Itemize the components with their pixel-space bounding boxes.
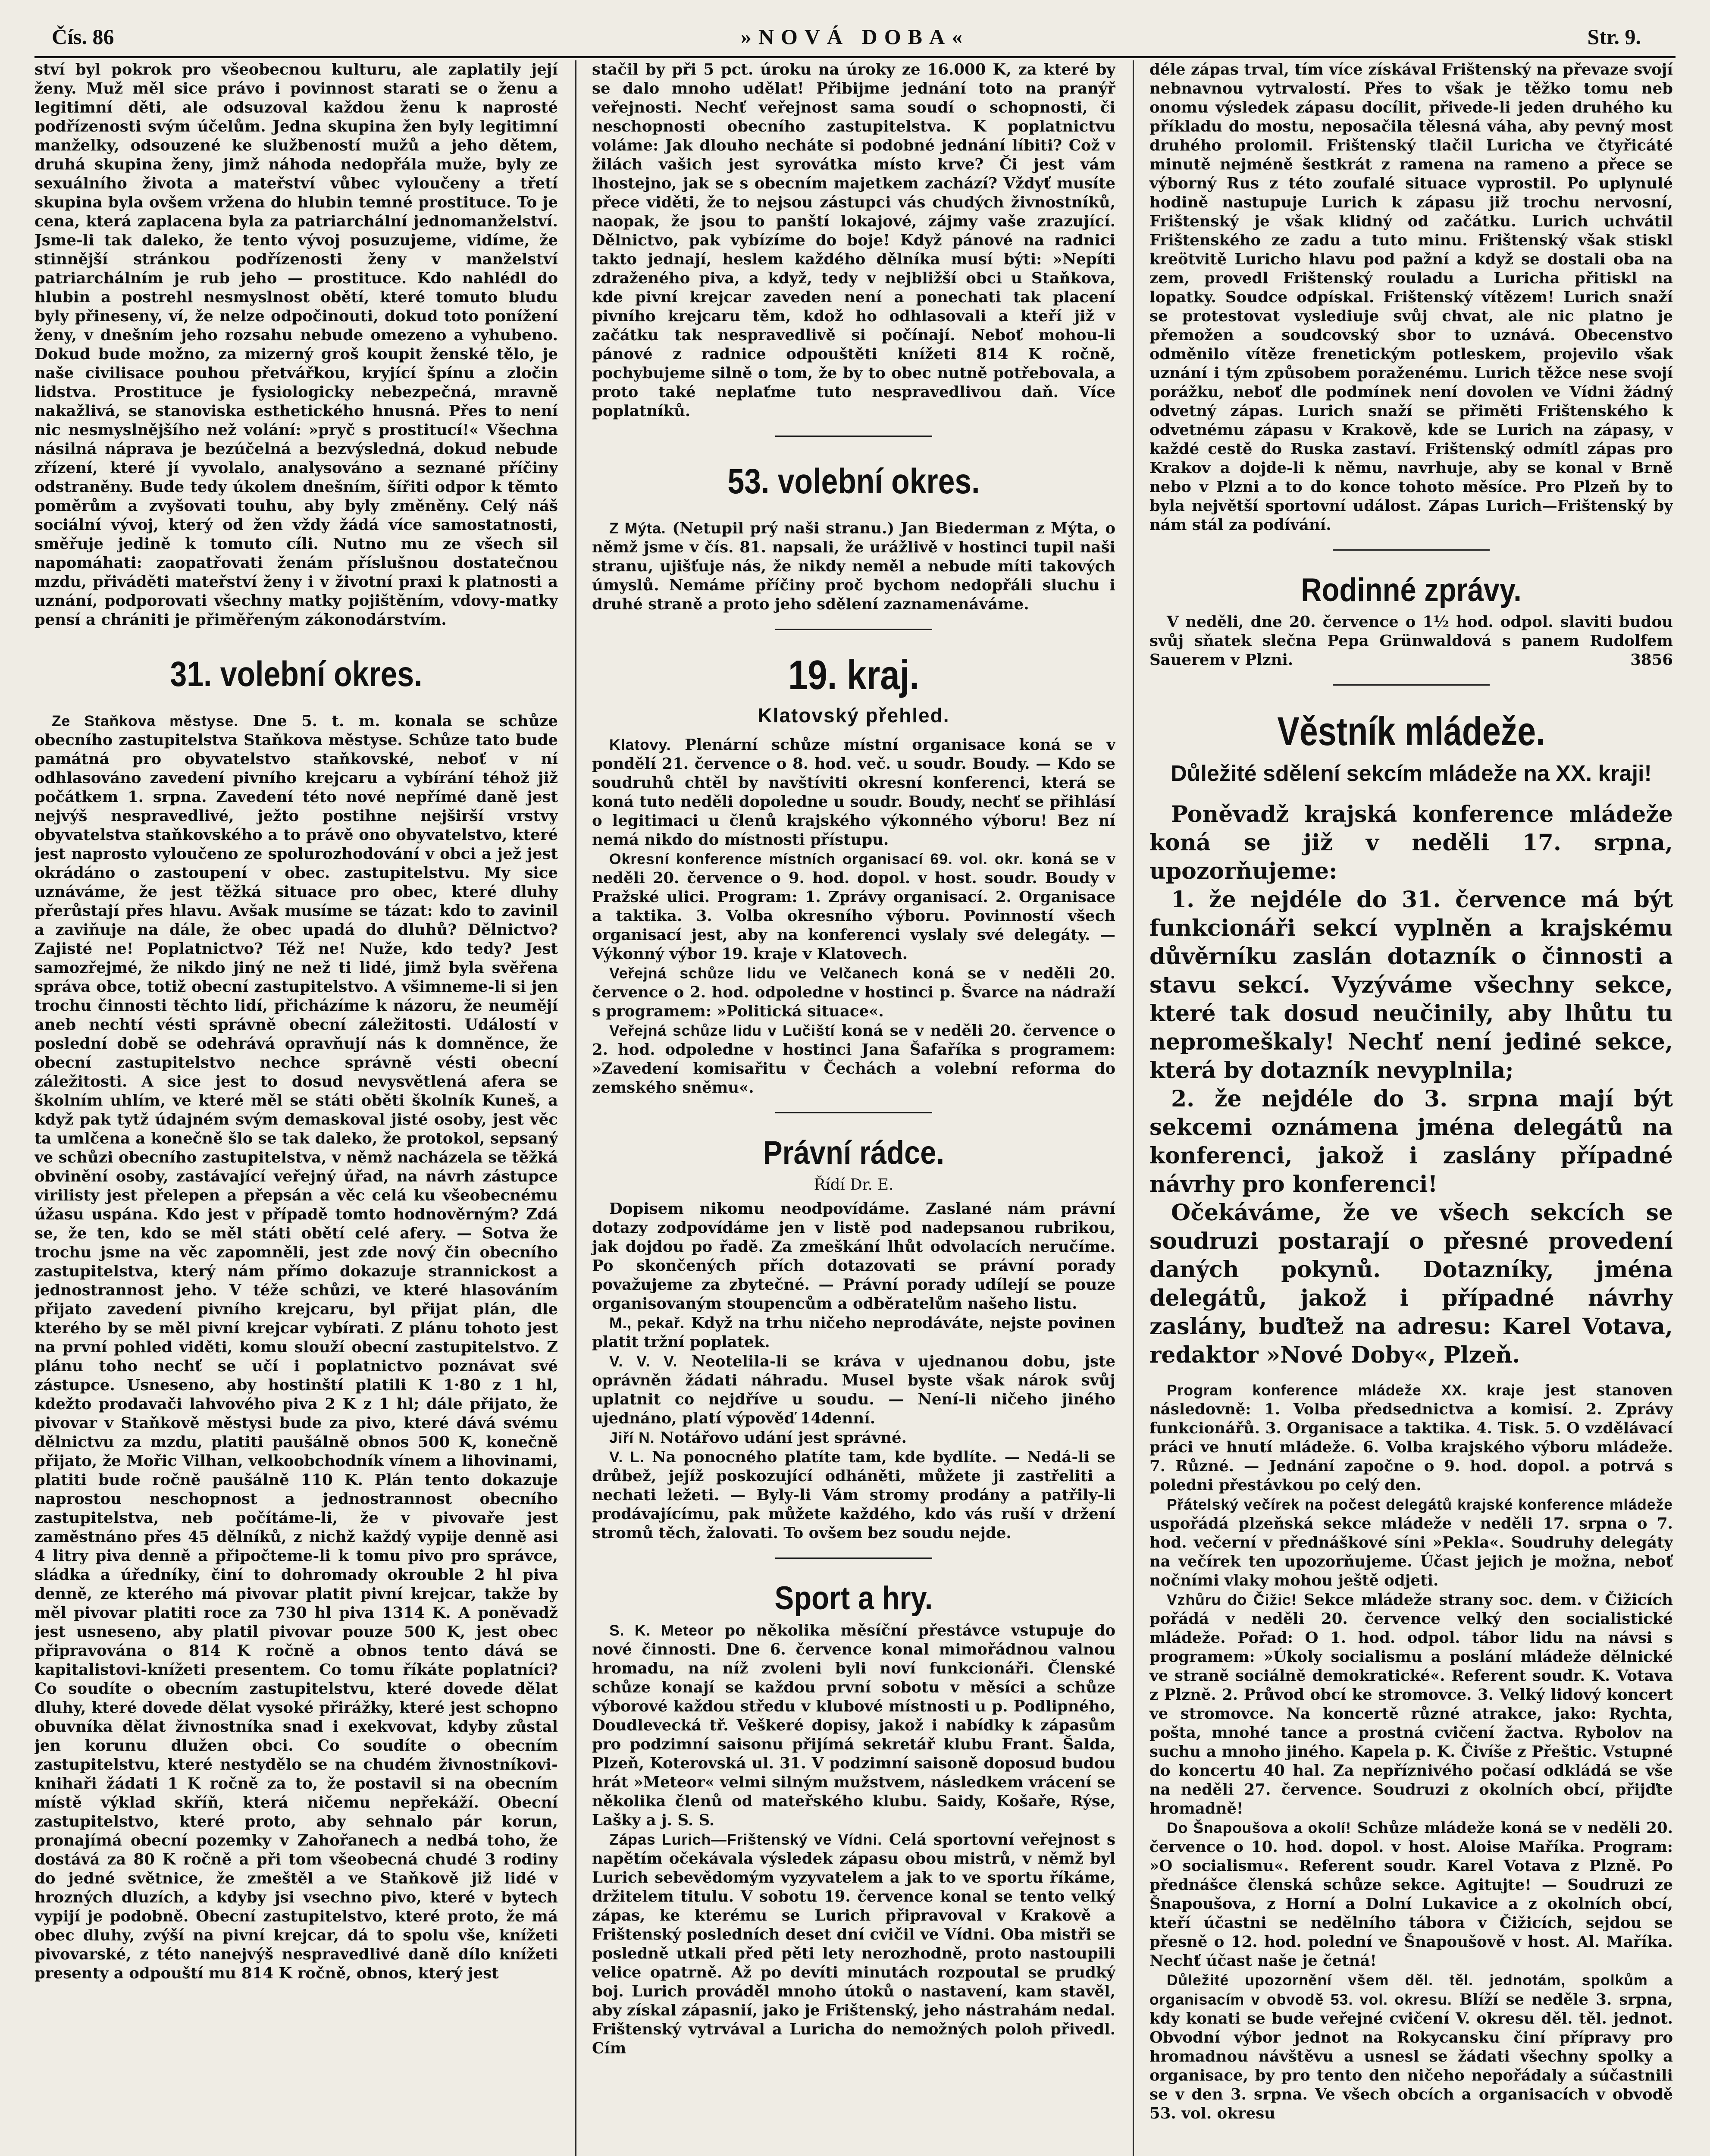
- article-lead: Z Mýta.: [609, 520, 666, 537]
- item-text: Neotelila-li se kráva v ujednanou dobu, jste oprávněn žádati náhradu. Musel byste však nárok svůj uplatnit co nejdříve u soudu. — Není-li ničeho jiného ujednáno, platí výpověď 14denní.: [592, 1353, 1115, 1427]
- sport-item: [592, 1830, 1115, 2058]
- item-text: uspořádá plzeňská sekce mládeže v neděli 17. srpna o 7. hod. večerní v přednáškové síni »Peklа«. Soudruhy delegáty na večírek ten upozorňujeme. Účast jejich je možna, neboť nočními vlaky mohou ještě odjeti.: [1149, 1515, 1673, 1589]
- item-text: Na ponocného platíte tam, kde bydlíte. — Nedá-li se drůbež, jejíž poskozující odháněti, můžete ji zastřeliti a nechati ležeti. — Byly-li Vám stromy prodány a patřily-li prodávajícímu, pak můžete každého, kdo vás ruší v držení stromů těch, žalovati. To ovšem bez soudu nejde.: [592, 1448, 1115, 1542]
- news-item: [592, 964, 1115, 1021]
- column-1: [34, 60, 558, 2156]
- legal-answer: [592, 1428, 1115, 1448]
- item-lead: Veřejná schůze lidu v Lučiští: [609, 1022, 835, 1039]
- youth-item: [1149, 1971, 1673, 2123]
- item-lead: Přátelský večírek na počest delegátů krajské konference mládeže: [1167, 1496, 1673, 1513]
- item-text: Schůze mládeže koná se v neděli 20. července o 10. hod. dopol. v host. Aloise Maříka. Program: »O socialismu«. Referent soudr. Karel Votava z Plzně. Po přednášce členská schůze sekce. Agitujte! — Soudruzi ze Šnapoušova, z Horní a Dolní Lukavice a z okolních obcí, kteří účastni se nedělního tábora v Čižicích, sejdou se přesně o 12. hod. polední ve Šnapoušově v host. Al. Maříka. Nechť účast naše je četná!: [1149, 1819, 1673, 1970]
- column-2: [575, 60, 1115, 2156]
- divider: [775, 1112, 932, 1113]
- item-text: Notářovo udání jest správné.: [660, 1429, 907, 1447]
- article-stankov: [34, 711, 558, 1983]
- youth-paragraph: 2. že nejdéle do 3. srpna mají být sekcemi oznámena jména delegátů na konferenci, jakož i zaslány případné návrhy pro konferenci!: [1149, 1086, 1673, 1197]
- youth-item: [1149, 1381, 1673, 1495]
- issue-number: Čís. 86: [52, 25, 114, 49]
- item-lead: V. V. V.: [609, 1353, 678, 1370]
- item-text: Když na trhu ničeho neprodáváte, nejste povinen platit tržní poplatek.: [592, 1314, 1115, 1351]
- page-header: [34, 22, 1676, 58]
- news-item: [592, 1021, 1115, 1097]
- youth-paragraph: Očekáváme, že ve všech sekcích se soudruzi postarají o přesné provedení daných pokynů. Dotazníky, jména delegátů, jakož i případné návrhy zaslány, buďtež na adresu: Karel Votava, redaktor »Nové Doby«, Plzeň.: [1149, 1200, 1673, 1368]
- item-text: V neděli, dne 20. července o 1½ hod. odpol. slaviti budou svůj sňatek slečna Pepa Grünwaldová s panem Rudolfem Sauerem v Plzni.: [1149, 613, 1673, 669]
- item-lead: Vzhůru do Čižic!: [1167, 1591, 1297, 1608]
- item-text: Sekce mládeže strany soc. dem. v Čižicích pořádá v neděli 20. července velký den socialistické mládeže. Pořad: O 1. hod. odpol. tábor lidu na návsi s programem: »Úkoly socialismu a poslání mládeže dělnické ve straně sociálně demokratické«. Referent soudr. K. Votava z Plzně. 2. Průvod obcí ke stromovce. 3. Velký lidový koncert ve stromovce. Na koncertě různé atrakce, jako: Rychta, pošta, mnohé tance a prostná cvičení žactva. Rybolov na suchu a mnoho jiného. Kapela p. K. Čivíše z Přeštic. Vstupné do koncertu 40 hal. Za nepříznivého počasí odkládá se vše na neděli 27. července. Soudruzi z okolních obcí, přijďte hromadně!: [1149, 1591, 1673, 1818]
- item-lead: Do Šnapoušova a okolí!: [1167, 1819, 1352, 1836]
- item-lead: Důležité upozornění všem děl. těl. jednotám, spolkům a organisacím v obvodě 53. vol. okresu.: [1149, 1971, 1673, 2008]
- item-text: koná se v neděli 20. července o 2. hod. odpoledne v hostinci p. Švarce na nádraží s programem: »Politická situace«.: [592, 965, 1115, 1020]
- article-continuation: déle zápas trval, tím více získával Frištenský na převaze svojí nebnavnou vytrvalostí. Přes to však je těžko tomu neb onomu výsledek zápasu docílit, přivede-li jeden druhého ku příkladu do mostu, neposačila tělesná váha, aby pevný most druhého prolomil. Frištenský tlačil Luricha ve čtyřicáté minutě nejméně šestkrát z ramena na rameno a přece se výborný Rus z této zoufalé situace vyprostil. Po uplynulé hodině nastupuje Lurich k zápasu již trochu nervosní, Frištenský je však klidný od začátku. Lurich uchvátil Frištenského ze zadu a tuto minu. Frištenský však stiskl kreötvitě Luricho hlavu pod pažní a když se dostali oba na zem, provedl Frištenský rouladu a Luricha přitiskl na lopatky. Soudce odpískal. Frištenský vítězem! Lurich snaží se protestovat vyslediuje svůj chvat, ale nic platno je přemožen a soudcovský sbor to uznává. Obecenstvo odměnilo vítěze frenetickým potleskem, projevilo však uznání i tým způsobem poraženému. Lurich těžce nese svojí porážku, neboť dle podmínek není dovolen ve Vídni žádný odvetný zápas. Lurich snaží se přiměti Frištenského k odvetnému zápasu v Krakově, kde se Lurich na zápasy, v každé cestě do Ruska zastaví. Frištenský odmítl zápas pro Krakov a dojde-li k němu, navrhuje, aby se konal v Brně nebo v Plzni a to do konce tohoto měsíce. Pro Plzeň by to byla největší sportovní událost. Zápas Lurich—Frištenský by nám stál za podívání.: [1149, 61, 1673, 534]
- ad-number: 3856: [1630, 651, 1673, 669]
- youth-notice-subtitle: Důležité sdělení sekcím mládeže na XX. kraji!: [1171, 761, 1652, 786]
- column-3: [1133, 60, 1673, 2156]
- item-lead: M., pekař.: [609, 1314, 685, 1332]
- item-lead: V. L.: [609, 1448, 645, 1466]
- item-lead: Klatovy.: [609, 736, 671, 753]
- item-text: po několika měsíční přestávce vstupuje do nové činnosti. Dne 6. července konal mimořádnou valnou hromadu, na níž zvoleni byli noví funkcionáři. Členské schůze konají se každou první sobotu v měsíci a schůze výborové každou středu v klubové místnosti u p. Podlipného, Doudlevecká tř. Veškeré dopisy, jakož i nabídky k zápasům pro podzimní saisonu přijímá sekretář klubu Frant. Šalda, Plzeň, Koterovská ul. 31. V podzimní saisoně doposud budou hrát »Meteor« velmi silným mužstvem, následkem vrácení se několika členů od mateřského klubu. Saidy, Košaře, Rýse, Lašky a j. S. S.: [592, 1622, 1115, 1829]
- divider: [775, 436, 932, 437]
- item-text: jest stanoven následovně: 1. Volba předsednictva a komisí. 2. Zprávy funkcionářů. 3. Organisace a taktika. 4. Tisk. 5. O vzdělávací práci ve hnutí mládeže. 6. Volba krajského výboru mládeže. 7. Různé. — Jednání započne o 9. hod. dopol. a potrvá s poledni přestávkou po celý den.: [1149, 1382, 1673, 1494]
- page-number: Str. 9.: [1587, 25, 1641, 49]
- news-item: [592, 849, 1115, 964]
- section-heading-youth: Věstník mládeže.: [1277, 708, 1545, 754]
- divider: [775, 629, 932, 630]
- section-heading-okres-31: 31. volební okres.: [170, 655, 423, 694]
- section-heading-kraj-19: 19. kraj.: [788, 652, 919, 698]
- item-lead: Okresní konference místních organisací 69. vol. okr.: [609, 850, 1024, 868]
- news-item: [592, 735, 1115, 849]
- newspaper-title: »NOVÁ DOBA«: [740, 25, 970, 49]
- youth-paragraph: 1. že nejdéle do 31. července má být funkcionáři sekcí vyplněn a krajskému důvěrníku zaslán dotazník o činnosti a stavu sekcí. Vyzýváme všechny sekce, které tak dosud neučinily, aby lhůtu tu nepromeškaly! Nechť není jediné sekce, která by dotazník nevyplnila;: [1149, 887, 1673, 1084]
- divider: [775, 1557, 932, 1559]
- article-text: (Netupil prý naši stranu.) Jan Biederman z Mýta, o němž jsme v čís. 81. napsali, že urážlivě v hostinci tupil naši stranu, ujišťuje nás, že nikdy neměl a nebude míti takových úmyslů. Nemáme příčiny proč bychom nedopřáli sluchu i druhé straně a proto jeho sdělení zaznamenáváme.: [592, 520, 1115, 613]
- article-continuation: ství byl pokrok pro všeobecnou kulturu, ale zaplatily její ženy. Muž měl sice právo i povinnost starati se o ženu a legitimní děti, ale odsuzoval každou ženu k naprosté podřízenosti svým účelům. Jedna skupina žen byly legitimní manželky, odsouzené ke službeností mužů a jeho dětem, druhá skupina ženy, jimž náhoda nedopřála muže, byly ze sexuálního života a mateřství vůbec vyloučeny a třetí skupina byla ovšem vržena do hlubin temné prostituce. To je cena, která zaplacena byla za patriarchální jednomanželství. Jsme-li tak daleko, že tento vývoj posuzujeme, vidíme, že stinnější stránkou podřízenosti ženy v manželství patriarchálním je rub jeho — prostituce. Kdo nahlédl do hlubin a postrehl nesmyslnost obětí, které tomuto bludu byly přineseny, ví, že nelze odpočinouti, dokud toto ponížení ženy, v dnešním jeho rozsahu nebude omezeno a vyhubeno. Dokud bude možno, za mizerný groš koupit ženské tělo, je naše civilisace pouhou přetvářkou, kryjící špínu a zločin lidstva. Prostituce je fysiologicky nebezpečná, mravně nakažlivá, se stanoviska esthetického hnusná. Přes to není nic nesmyslnějšího než volání: »pryč s prostitucí!« Všechna násilná náprava je bezúčelná a bezvýsledná, dokud nebude zřízení, které jí vyvolalo, analysováno a seznané příčiny odstraněny. Bude tedy úkolem dnešním, šířiti odpor k těmto poměrům a zvyšovati touhu, aby byly změněny. Celý náš sociální vývoj, který od žen vždy žádá více samostatnosti, směřuje jedině k tomuto cíli. Nutno mu ze všech sil napomáhati: zaopatřovati ženám příslušnou dostatečnou mzdu, přiváděti mateřství ženy i v životní praxi k platnosti a uznání, podporovati všechny matky pojištěním, vdovy-matky pensí a chrániti je přiměřeným zákonodárstvím.: [34, 61, 558, 629]
- youth-item: [1149, 1818, 1673, 1971]
- item-text: Celá sportovní veřejnost s napětím očekávala výsledek zápasu obou mistrů, v němž byl Lurich sebevědomým vyzyvatelem a jak to ve sportu říkáme, držitelem titulu. V sobotu 19. července konal se tento velký zápas, ke kterému se Lurich připravoval v Krakově a Frištenský posledních deset dní cvičil ve Vídni. Oba mistři se posledně utkali před pěti lety nerozhodně, proto nastoupili velice opatrně. Až po devíti minutách rozpoutal se prudký boj. Lurich prováděl mnoho útoků o nastavení, kam stavěl, aby získal zápasnií, jako je Frištenský, jeho nástrahám nedal. Frištenský vytrvával a Luricha do nemožných poloh přivedl. Cím: [592, 1831, 1115, 2057]
- item-text: koná se v neděli 20. července o 2. hod. odpoledne v hostinci Jana Šafaříka s programem: »Zavedení komisařitu v Čechách a volební reforma do zemského sněmu«.: [592, 1022, 1115, 1097]
- section-subheading: Klatovský přehled.: [758, 704, 950, 727]
- item-lead: Jiří N.: [609, 1429, 655, 1446]
- section-heading-family: Rodinné zprávy.: [1301, 572, 1522, 608]
- section-heading-okres-53: 53. volební okres.: [727, 462, 980, 501]
- item-text: koná se v neděli 20. července o 9. hod. dopol. v host. soudr. Boudy v Pražské ulici. Program: 1. Zprávy organisací. 2. Organisace a taktika. 3. Volba okresního výboru. Povinností všech organisací jest, aby na konferenci vyslaly své delegáty. — Výkonný výbor 19. kraje v Klatovech.: [592, 850, 1115, 963]
- family-notice: [1149, 613, 1673, 670]
- article-text: Dne 5. t. m. konala se schůze obecního zastupitelstva Staňkova městyse. Schůze tato bude památná pro obyvatelstvo staňkovské, neboť v ní odhlasováno zavedení pivního krejcaru a vybírání téhož již počátkem 1. srpna. Zavedení této nové nepřímé daně jest nejvýš nespravedlivé, ježto postihne nejširší vrstvy obyvatelstva staňkovského a to právě ono obyvatelstvo, které jest naprosto vyloučeno ze spolurozhodování v obci a jež jest okrádáno o zastoupení v obec. zastupitelstvu. My sice uznáváme, že jest těžká situace pro obec, které dluhy přerůstají přes hlavu. Avšak musíme se tázat: kdo to zavinil a zaviňuje na dále, že obec upadá do dluhů? Dělnictvo? Zajisté ne! Poplatnictvo? Též ne! Nuže, kdo tedy? Jest samozřejmé, že nikdo jiný ne než ti lidé, jimž byla svěřena správa obce, totiž obecní zastupitelstvo. A všimneme-li si jen trochu činnosti těchto lidí, přicházíme k názoru, že neumějí aneb nechtí vésti správně obecní záležitosti. Událostí v poslední době se odehrává opravňují nás k domněnce, že obecní zastupitelstvo nechce správně vésti obecní záležitosti. A sice jest to dosud nevysvětlená afera se školním uhlím, ve které měl se státi oběti školník Kuneš, a když pak tytž údajném svým demaskoval jisté osoby, jest věc ta umlčena a konečně šlo se tak daleko, že protokol, sepsaný ve schůzi obecního zastupitelstva, v němž nacházela se těžká obvinění osoby, zastávající veřejný úřad, na návrh zástupce virilisty jest přelepen a přepsán a věc celá ku všeobecnému úžasu uspána. Kdo jest v případě tomto hodnověrným? Zdá se, že ten, kdo se měl státi obětí celé afery. — Sotva že trochu jsme na věc zapomněli, jest zde nový čin obecního zastupitelstva, který nám přímo dokazuje strannickost a jednostrannost jeho. V téže schůzi, ve které hlasováním přijato zavedení pivního krejcaru, byl přijat plán, dle kterého by se měl pivní krejcar vybírati. Z plánu tohoto jest na první pohled viděti, komu slouží obecní zastupitelstvo. Z plánu toho nechť se učí i poplatnictvo poznávat své zástupce. Usneseno, aby hostinští platili K 1·80 z 1 hl, kdežto prodavači lahvového piva 2 K z 1 hl; dále přijato, že pivovar v Staňkově městysi bude za pivo, které dává svému dělnictvu za mzdu, platiti paušálně obnos 500 K, konečně přijato, že Mořic Vilhan, velkoobchodník vínem a lihovinami, platiti bude ročně paušálně 110 K. Plán tento dokazuje naprostou neschopnost a jednostrannost obecního zastupitelstva, neb počítáme-li, že v pivovaře jest zaměstnáno přes 45 dělníků, z nichž každý vypije denně asi 4 litry piva denně a připočteme-li k tomu pivo pro správce, sládka a úředníky, činí to dohromady okrouble 2 hl piva denně, ze kterého má pivovar platit pivní krejcar, takže by měl pivovar platiti roce za 730 hl piva 1314 K. A poněvadž jest usneseno, aby platil pivovar pouze 500 K, jest obec připravována o 814 K ročně a obnos tento dává se kapitalistovi-knížeti presentem. Co tomu říkáte poplatníci? Co soudíte o obecním zastupitelstvu, které dovede dělat dluhy, které dovede dělat vysoké přirážky, které jest schopno obuvníka dělat živnostníka snad i exekvovat, kdyby zůstal jen korunu dlužen obci. Co soudíte o obecním zastupitelstvu, které nestydělo se na chudém živnostníkovi-knihaři žádati 1 K ročně za to, že postavil si na obecním místě výklad skříň, která ničemu nepřekáží. Obecní zastupitelstvo, které proto, aby sehnalo pár korun, pronajímá obecní pozemky v Zahořanech a nedbá toho, že dostává za 80 K ročně a při tom všeobecná chudé 3 rodiny do jedné světnice, že zmeštěl a ve Staňkově již lidé v hrozných dluzích, a kdyby jsi vsechno pivo, které v bytech vypijí je podobně. Obecní zastupitelstvo, které proto, že má obec dluhy, zvýší na pivní krejcar, dá to spolu vše, knížeti pivovarské, z této nanejvýš nespravedlivé daně dílo knížeti presenty a odpouští mu 814 K ročně, obnos, který jest: [34, 712, 558, 1982]
- legal-answer: [592, 1313, 1115, 1352]
- youth-item: [1149, 1590, 1673, 1818]
- divider: [1333, 684, 1490, 686]
- section-heading-sport: Sport a hry.: [774, 1580, 933, 1617]
- article-lead: Ze Staňkova městyse.: [52, 712, 239, 730]
- legal-answer: [592, 1352, 1115, 1428]
- item-lead: Zápas Lurich—Frištenský ve Vídni.: [609, 1831, 883, 1848]
- item-lead: S. K. Meteor: [609, 1622, 714, 1639]
- section-heading-legal: Právní rádce.: [763, 1134, 945, 1171]
- item-text: Blíží se neděle 3. srpna, kdy konati se bude veřejné cvičení V. okresu děl. těl. jednot. Obvodní výbor jednot na Rokycansku činí přípravy pro hromadnou návštěvu a usnesl se žádati všechny spolky a organisace, by pro tento den ničeho nepořádaly a súčastnili se v den 3. srpna. Ve všech obcích a organisacích v obvodě 53. vol. okresu: [1149, 1991, 1673, 2122]
- legal-intro: Dopisem nikomu neodpovídáme. Zaslané nám právní dotazy zodpovídáme jen v listě pod nadepsanou rubrikou, jak dojdou po řadě. Za zmeškání lhůt odvolacích neručíme. Po skončených přích dotazovati se právní porady považujeme za zbytečné. — Právní porady udílejí se pouze organisovaným stoupencům a odběratelům našeho listu.: [592, 1200, 1115, 1313]
- legal-answer: [592, 1448, 1115, 1543]
- article-columns: [34, 60, 1673, 2156]
- section-editor: Řídí Dr. E.: [814, 1176, 894, 1194]
- youth-paragraph: Poněvadž krajská konference mládeže koná se již v neděli 17. srpna, upozorňujeme:: [1149, 801, 1673, 884]
- item-lead: Program konference mládeže XX. kraje: [1167, 1382, 1525, 1399]
- item-lead: Veřejná schůze lidu ve Velčanech: [609, 965, 899, 982]
- article-continuation: stačil by při 5 pct. úroku na úroky ze 16.000 K, za které by se dalo mnoho udělat! Přibijme jednání toto na pranýř veřejnosti. Nechť veřejnost sama soudí o schopnosti, či neschopnosti obecního zastupitelstva. K poplatnictvu voláme: Jak dlouho necháte si podobné jednání líbiti? Což v žilách vašich jest syrovátka místo krve? Či jest vám lhostejno, jak se s obecním majetkem zachází? Vždyť musíte přece viděti, že to nejsou zástupci vás chudých živnostníků, naopak, že jsou to panští lokajové, zájmy vaše zrazující. Dělnictvo, pak vybízíme do boje! Když pánové na radnici takto jednají, heslem každého dělníka musí býti: »Nepíti zdraženého piva, a když, tedy v nejbližší obci u Staňkova, kde pivní krejcar zaveden není a ponechati tak placení pivního krejcaru těm, kdož ho odhlasovali a kteří již v začátku tak nespravedlivě si počínají. Neboť mohou-li pánové z radnice odpouštěti knížeti 814 K ročně, pochybujeme silně o tom, že by to obec nutně potřebovala, a proto také neplaťme tuto nespravedlivou daň. Více poplatníků.: [592, 61, 1115, 420]
- divider: [1333, 549, 1490, 551]
- youth-item: [1149, 1495, 1673, 1590]
- item-text: Plenární schůze místní organisace koná se v pondělí 21. července o 8. hod. več. u soudr. Boudy. — Kdo se soudruhů chtěl by navštíviti okresní konferenci, která se koná tuto neděli dopoledne u soudr. Boudy, nechť se přihlásí o legitimaci u členů krajského výkonného výboru! Bez ní nemá nikdo do místnosti přístupu.: [592, 736, 1115, 849]
- sport-item: [592, 1621, 1115, 1830]
- article-myto: [592, 519, 1115, 614]
